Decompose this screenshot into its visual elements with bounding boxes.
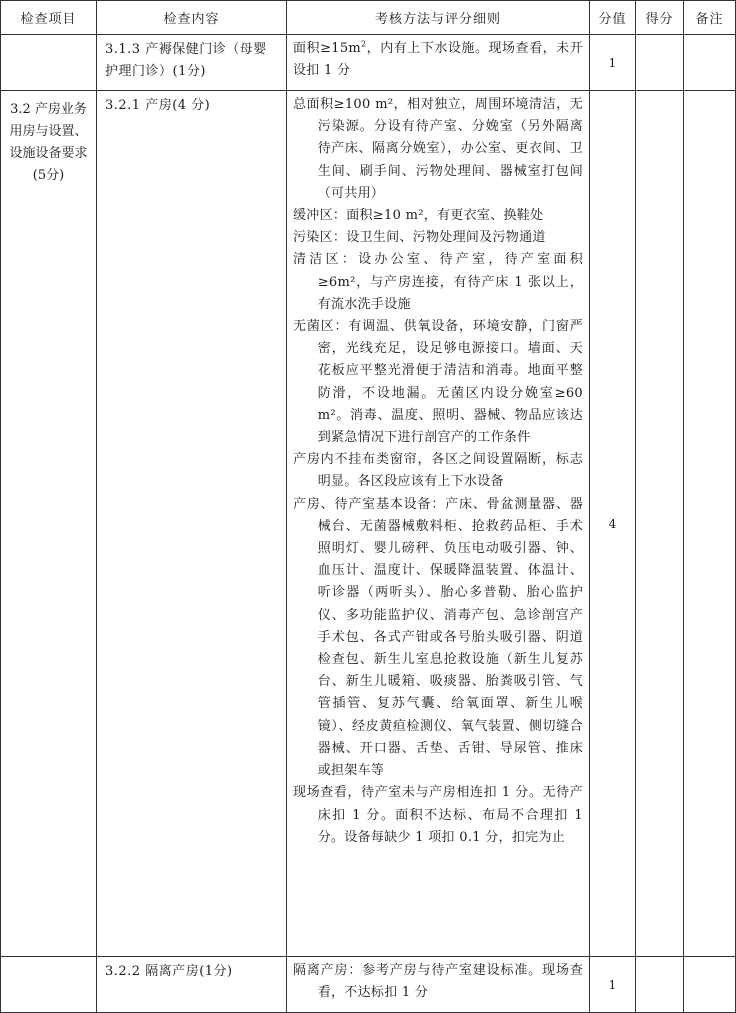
row-remark[interactable]: [684, 91, 736, 957]
method-line: 产房内不挂布类窗帘，各区之间设置隔断，标志明显。各区段应该有上下水设备: [293, 452, 583, 490]
row-content: 3.1.3 产褥保健门诊（母婴护理门诊）(1分): [97, 35, 287, 91]
table-header-row: [1, 1, 736, 35]
row-content: 3.2.1 产房(4 分): [97, 91, 287, 957]
row-score: 1: [590, 957, 636, 1013]
method-line: 缓冲区：面积≥10 m²，有更衣室、换鞋处: [293, 208, 544, 224]
header-item: 检查项目: [1, 1, 97, 35]
method-line: 污染区：设卫生间、污物处理间及污物通道: [293, 230, 546, 246]
row-remark[interactable]: [684, 957, 736, 1013]
header-method: 考核方法与评分细则: [287, 1, 590, 35]
row-content: 3.2.2 隔离产房(1分): [97, 957, 287, 1013]
row-got[interactable]: [636, 35, 684, 91]
row-item: 3.2 产房业务用房与设置、设施设备要求(5分): [1, 91, 97, 957]
row-score: 1: [590, 35, 636, 91]
row-method: [287, 957, 590, 1013]
method-line: 无菌区：有调温、供氧设备，环境安静，门窗严密，光线充足，设足够电源接口。墙面、天花板应平整光滑便于清洁和消毒。地面平整防滑，不设地漏。无菌区内设分娩室≥60 m²。消毒、温度、照明、器械、物品应该达到紧急情况下进行剖宫产的工作条件: [293, 319, 583, 446]
method-line: 产房、待产室基本设备：产床、骨盆测量器、器械台、无菌器械敷料柜、抢救药品柜、手术照明灯、婴儿磅秤、负压电动吸引器、钟、血压计、温度计、保暖降温装置、体温计、听诊器（两听头）、胎心多普勒、胎心监护仪、多功能监护仪、消毒产包、急诊剖宫产手术包、各式产钳或各号胎头吸引器、阴道检查包、新生儿室息抢救设施（新生儿复苏台、新生儿暖箱、吸痰器、胎粪吸引管、气管插管、复苏气囊、给氧面罩、新生儿喉镜）、经皮黄疸检测仪、氧气装置、侧切缝合器械、开口器、舌垫、舌钳、导尿管、推床或担架车等: [293, 496, 583, 779]
method-line: 现场查看，待产室未与产房相连扣 1 分。无待产床扣 1 分。面积不达标、布局不合理扣 1 分。设备每缺少 1 项扣 0.1 分，扣完为止: [293, 785, 583, 845]
row-got[interactable]: [636, 957, 684, 1013]
method-line: 面积$\ge 15m^2$，内有上下水设施。现场查看，未开设扣 1 分: [293, 39, 584, 79]
table-row: [1, 91, 736, 957]
row-item: [1, 35, 97, 91]
row-item: [1, 957, 97, 1013]
header-remark: 备注: [684, 1, 736, 35]
header-got: 得分: [636, 1, 684, 35]
row-got[interactable]: [636, 91, 684, 957]
method-line: 总面积≥100 m²，相对独立，周围环境清洁，无污染源。分设有待产室、分娩室（另外隔离待产床、隔离分娩室），办公室、更衣间、卫生间、刷手间、污物处理间、器械室打包间（可共用）: [293, 97, 583, 201]
row-method: [287, 91, 590, 957]
header-score: 分值: [590, 1, 636, 35]
row-method: [287, 35, 590, 91]
row-score: 4: [590, 91, 636, 957]
row-remark[interactable]: [684, 35, 736, 91]
method-line: 清洁区：设办公室、待产室，待产室面积≥6m²，与产房连接，有待产床 1 张以上，有流水洗手设施: [293, 252, 583, 312]
header-content: 检查内容: [97, 1, 287, 35]
table-row: [1, 957, 736, 1013]
method-line: 隔离产房：参考产房与待产室建设标准。现场查看，不达标扣 1 分: [293, 963, 583, 1001]
table-row: [1, 35, 736, 91]
